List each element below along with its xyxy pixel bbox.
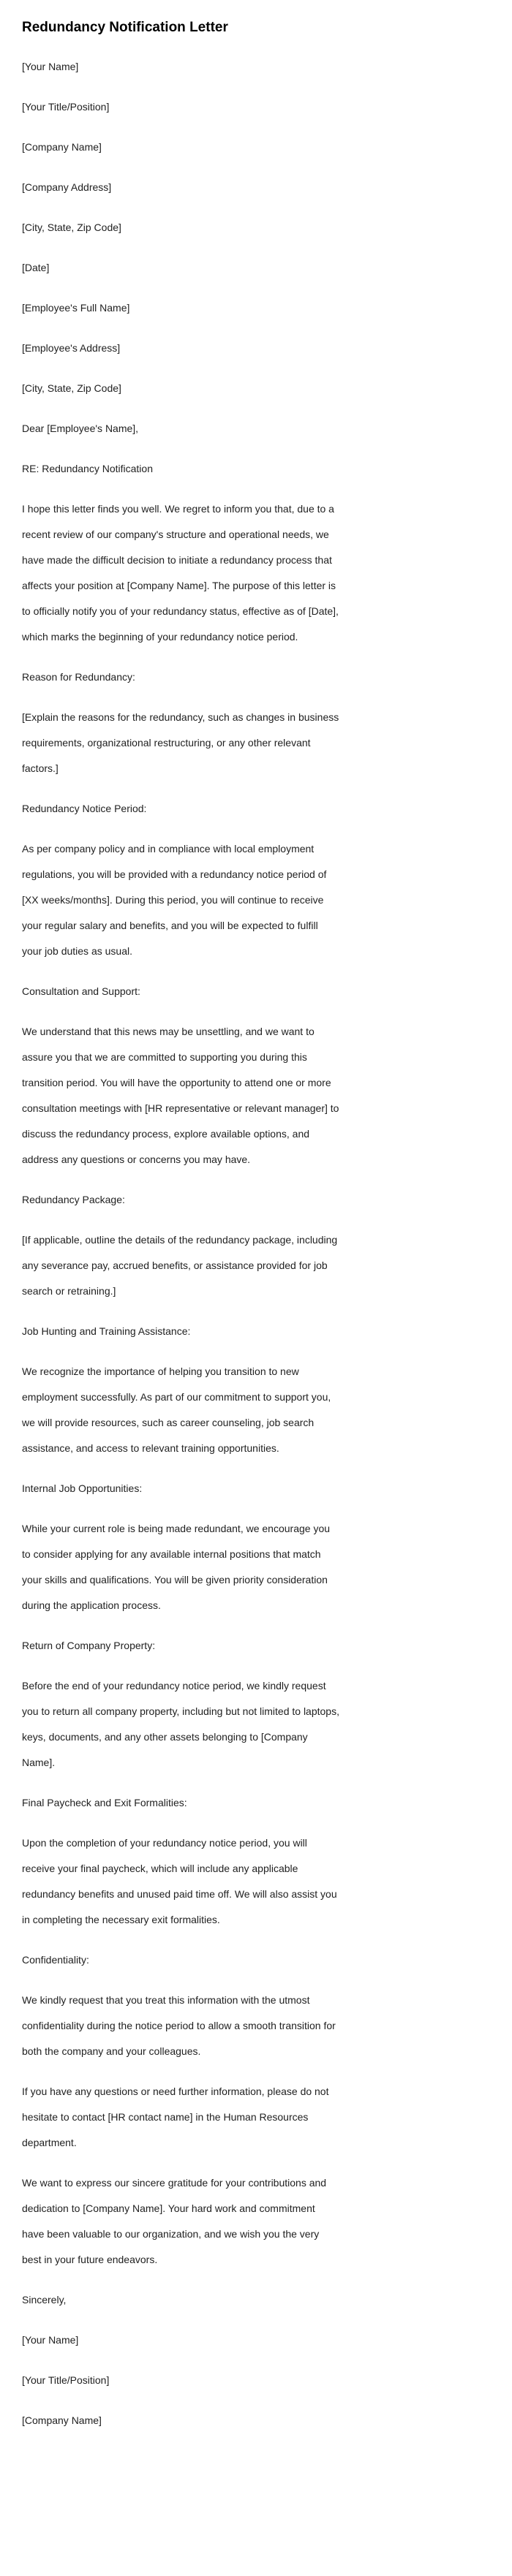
letter-paragraph: We want to express our sincere gratitude for your contributions and dedication to [Company Name]. Your hard work and commitment have been valuable to our organization, and we wish you the very best in your future endeavors.: [22, 2177, 327, 2265]
letter-paragraph: [Date]: [22, 262, 50, 273]
letter-paragraph: [Your Title/Position]: [22, 101, 110, 113]
letter-paragraph: Dear [Employee's Name],: [22, 423, 139, 434]
letter-paragraph: Job Hunting and Training Assistance:: [22, 1325, 191, 1337]
letter-paragraph: As per company policy and in compliance with local employment regulations, you will be provided with a redundancy notice period of [XX weeks/months]. During this period, you will continue to receive your regular salary and benefits, and you will be expected to fulfill your job duties as usual.: [22, 843, 327, 957]
letter-paragraph: I hope this letter finds you well. We regret to inform you that, due to a recent review of our company's structure and operational needs, we have made the difficult decision to initiate a redundancy process that affects your position at [Company Name]. The purpose of this letter is to officially notify you of your redundancy status, effective as of [Date], which marks the beginning of your redundancy notice period.: [22, 503, 339, 643]
letter-paragraph: Upon the completion of your redundancy notice period, you will receive your final paycheck, which will include any applicable redundancy benefits and unused paid time off. We will also assist you in completing the necessary exit formalities.: [22, 1837, 337, 1925]
letter-paragraph: [Company Name]: [22, 2414, 102, 2426]
letter-paragraph: [Employee's Address]: [22, 342, 121, 354]
letter-paragraph: While your current role is being made redundant, we encourage you to consider applying for any available internal positions that match your skills and qualifications. You will be given priority consideration during the application process.: [22, 1523, 331, 1611]
letter-paragraph: [If applicable, outline the details of the redundancy package, including any severance pay, accrued benefits, or assistance provided for job search or retraining.]: [22, 1234, 338, 1297]
letter-paragraph: Reason for Redundancy:: [22, 671, 135, 683]
letter-paragraph: Return of Company Property:: [22, 1640, 156, 1651]
letter-paragraph: [Your Name]: [22, 61, 79, 72]
letter-paragraph: [Explain the reasons for the redundancy, such as changes in business requirements, organizational restructuring, or any other relevant factors.]: [22, 711, 339, 774]
letter-paragraph: Consultation and Support:: [22, 985, 140, 997]
letter-paragraph: [Company Address]: [22, 181, 112, 193]
letter-paragraph: Redundancy Notice Period:: [22, 803, 147, 814]
letter-paragraph: We understand that this news may be unsettling, and we want to assure you that we are committed to supporting you during this transition period. You will have the opportunity to attend one or more consultation meetings with [HR representative or relevant manager] to discuss the redundancy process, explore available options, and address any questions or concerns you may have.: [22, 1026, 339, 1165]
letter-paragraph: Before the end of your redundancy notice period, we kindly request you to return all company property, including but not limited to laptops, keys, documents, and any other assets belonging to [Company Name].: [22, 1680, 339, 1768]
letter-paragraph: [Your Title/Position]: [22, 2374, 110, 2386]
letter-paragraph: We recognize the importance of helping you transition to new employment successfully. As part of our commitment to support you, we will provide resources, such as career counseling, job search assistance, and access to relevant training opportunities.: [22, 1365, 331, 1454]
letter-paragraph: [Employee's Full Name]: [22, 302, 130, 314]
letter-paragraph: RE: Redundancy Notification: [22, 463, 153, 474]
letter-paragraph: [City, State, Zip Code]: [22, 221, 121, 233]
document-title: Redundancy Notification Letter: [22, 20, 228, 35]
letter-paragraph: Redundancy Package:: [22, 1194, 125, 1205]
letter-paragraph: [Your Name]: [22, 2334, 79, 2346]
letter-paragraph: If you have any questions or need further information, please do not hesitate to contact [HR contact name] in the Human Resources department.: [22, 2086, 329, 2148]
letter-paragraph: Internal Job Opportunities:: [22, 1482, 143, 1494]
letter-body: [22, 54, 339, 2433]
letter-paragraph: [City, State, Zip Code]: [22, 382, 121, 394]
letter-paragraph: Sincerely,: [22, 2294, 67, 2306]
letter-paragraph: [Company Name]: [22, 141, 102, 153]
letter-paragraph: Final Paycheck and Exit Formalities:: [22, 1797, 187, 1808]
letter-paragraph: We kindly request that you treat this information with the utmost confidentiality during the notice period to allow a smooth transition for both the company and your colleagues.: [22, 1994, 336, 2057]
letter-paragraph: Confidentiality:: [22, 1954, 89, 1966]
